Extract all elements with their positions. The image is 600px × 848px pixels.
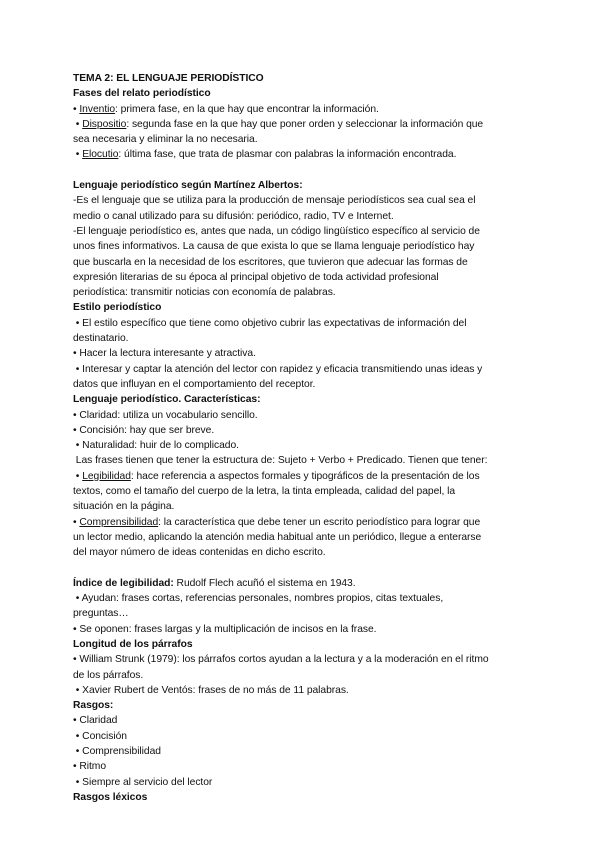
list-item: • Siempre al servicio del lector bbox=[73, 776, 213, 788]
spacer bbox=[73, 561, 533, 576]
section-heading-indice bbox=[73, 576, 533, 591]
term-legibilidad: Legibilidad bbox=[82, 470, 131, 482]
paragraph-line: -El lenguaje periodístico es, antes que nada, un código lingüístico específico al servicio de bbox=[73, 225, 480, 237]
section-heading-fases: Fases del relato periodístico bbox=[73, 88, 211, 100]
list-item: • Claridad bbox=[73, 715, 118, 727]
list-item bbox=[73, 515, 533, 530]
paragraph-line: • Claridad: utiliza un vocabulario sencillo. bbox=[73, 409, 258, 421]
bullet: • bbox=[73, 149, 83, 161]
paragraph-line: preguntas… bbox=[73, 608, 129, 620]
paragraph-line: • Ayudan: frases cortas, referencias personales, nombres propios, citas textuales, bbox=[73, 593, 444, 605]
list-item bbox=[73, 147, 533, 162]
item-text: : hace referencia a aspectos formales y tipográficos de la presentación de los bbox=[130, 470, 480, 482]
paragraph-line: que buscarla en la necesidad de los escritores, que tuvieron que adecuar las formas de bbox=[73, 256, 468, 268]
list-item: • Concisión bbox=[73, 730, 127, 742]
list-item bbox=[73, 117, 533, 132]
paragraph-line: • William Strunk (1979): los párrafos cortos ayudan a la lectura y a la moderación en el ritmo bbox=[73, 654, 489, 666]
paragraph-line: medio o canal utilizado para su difusión: periódico, radio, TV e Internet. bbox=[73, 210, 394, 222]
paragraph-line: situación en la página. bbox=[73, 501, 175, 513]
term-dispositio: Dispositio bbox=[82, 118, 127, 130]
term-elocutio: Elocutio bbox=[82, 149, 119, 161]
paragraph-line: un lector medio, aplicando la atención media habitual ante un periódico, llegue a enterarse bbox=[73, 531, 482, 543]
section-heading-rasgos: Rasgos: bbox=[73, 700, 114, 712]
paragraph-line: datos que influyan en el comportamiento del receptor. bbox=[73, 378, 316, 390]
item-text: : primera fase, en la que hay que encontrar la información. bbox=[115, 103, 379, 115]
paragraph-line: expresión literarias de su época al principal objetivo de toda actividad profesional bbox=[73, 271, 439, 283]
list-item: • Comprensibilidad bbox=[73, 746, 161, 758]
section-heading-martinez: Lenguaje periodístico según Martínez Albertos: bbox=[73, 180, 303, 192]
paragraph-line: • Xavier Rubert de Ventós: frases de no más de 11 palabras. bbox=[73, 684, 349, 696]
paragraph-line: textos, como el tamaño del cuerpo de la letra, la tinta empleada, calidad del papel, la bbox=[73, 486, 456, 498]
paragraph-line: Las frases tienen que tener la estructura de: Sujeto + Verbo + Predicado. Tienen que tener: bbox=[73, 455, 488, 467]
list-item bbox=[73, 102, 533, 117]
paragraph-line: • Hacer la lectura interesante y atractiva. bbox=[73, 348, 256, 360]
paragraph-line: periodística: transmitir noticias con economía de palabras. bbox=[73, 287, 336, 299]
section-heading-lexicos: Rasgos léxicos bbox=[73, 791, 148, 803]
paragraph-line: • Concisión: hay que ser breve. bbox=[73, 424, 215, 436]
term-inventio: Inventio bbox=[79, 103, 116, 115]
paragraph-line: • Naturalidad: huir de lo complicado. bbox=[73, 440, 239, 452]
paragraph-line: de los párrafos. bbox=[73, 669, 144, 681]
item-text: : la característica que debe tener un escrito periodístico para lograr que bbox=[158, 516, 481, 528]
section-heading-longitud: Longitud de los párrafos bbox=[73, 638, 193, 650]
section-heading-caracteristicas: Lenguaje periodístico. Características: bbox=[73, 394, 261, 406]
spacer bbox=[73, 163, 533, 178]
paragraph-line: destinatario. bbox=[73, 333, 129, 345]
paragraph-line: -Es el lenguaje que se utiliza para la producción de mensaje periodísticos sea cual sea el bbox=[73, 195, 476, 207]
heading-label: Índice de legibilidad: bbox=[73, 577, 174, 589]
page-title: TEMA 2: EL LENGUAJE PERIODÍSTICO bbox=[73, 73, 264, 84]
paragraph-line: del mayor número de ideas contenidas en dicho escrito. bbox=[73, 547, 326, 559]
item-continuation: sea necesaria y eliminar la no necesaria. bbox=[73, 134, 258, 146]
heading-text: Rudolf Flech acuñó el sistema en 1943. bbox=[173, 577, 356, 589]
item-text: : última fase, que trata de plasmar con palabras la información encontrada. bbox=[118, 149, 457, 161]
paragraph-line: • El estilo específico que tiene como objetivo cubrir las expectativas de información del bbox=[73, 317, 467, 329]
bullet: • bbox=[73, 118, 83, 130]
paragraph-line: • Se oponen: frases largas y la multiplicación de incisos en la frase. bbox=[73, 623, 377, 635]
bullet: • bbox=[73, 103, 80, 115]
paragraph-line: • Interesar y captar la atención del lector con rapidez y eficacia transmitiendo unas ideas y bbox=[73, 363, 483, 375]
document-body bbox=[73, 71, 533, 805]
bullet: • bbox=[73, 516, 80, 528]
term-comprensibilidad: Comprensibilidad bbox=[79, 516, 159, 528]
list-item bbox=[73, 469, 533, 484]
section-heading-estilo: Estilo periodístico bbox=[73, 302, 162, 314]
bullet: • bbox=[73, 470, 83, 482]
list-item: • Ritmo bbox=[73, 761, 107, 773]
paragraph-line: unos fines informativos. La causa de que exista lo que se llama lenguaje periodístico hay bbox=[73, 241, 475, 253]
item-text: : segunda fase en la que hay que poner orden y seleccionar la información que bbox=[126, 118, 484, 130]
